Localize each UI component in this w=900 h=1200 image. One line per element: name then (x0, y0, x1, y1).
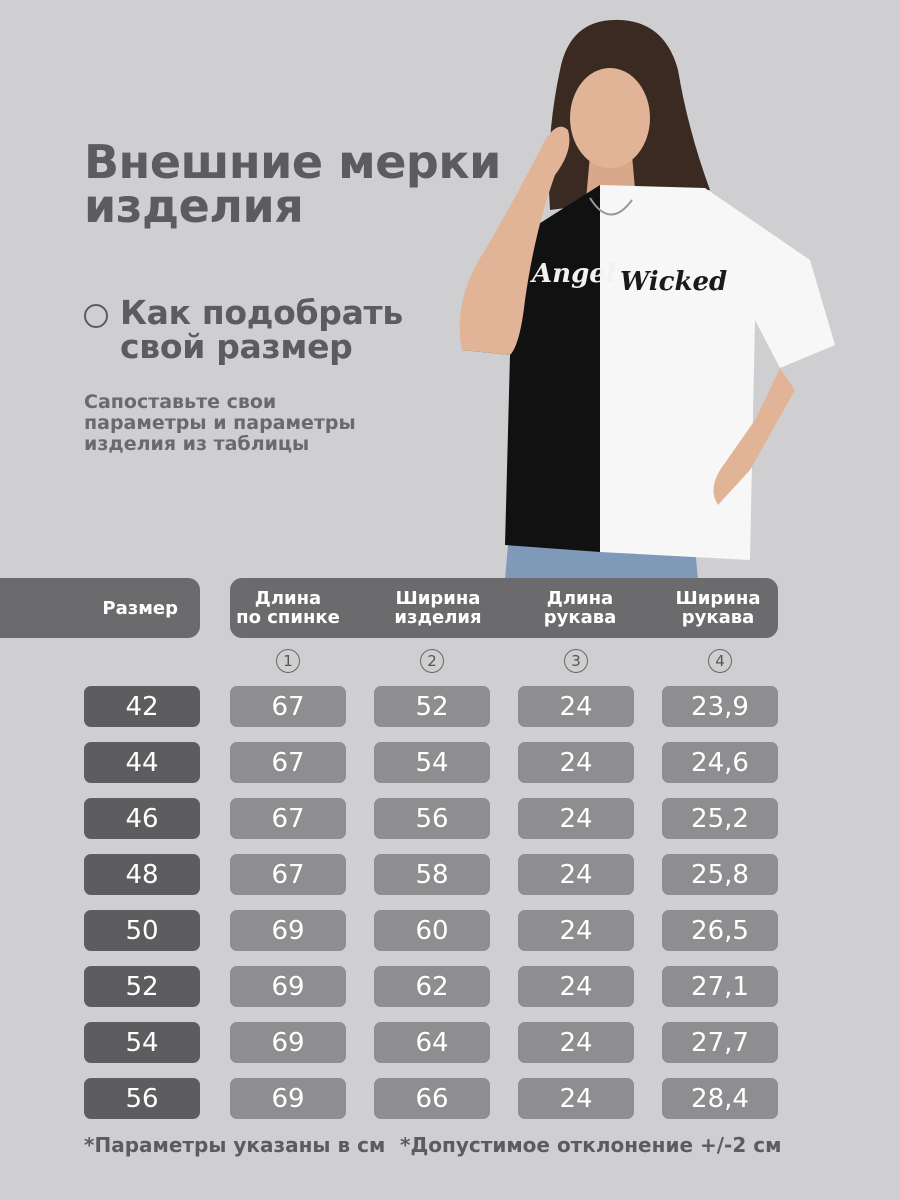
size-cell: 54 (84, 1022, 200, 1063)
value-cell: 58 (374, 854, 490, 895)
size-cell: 42 (84, 686, 200, 727)
value-cell: 26,5 (662, 910, 778, 951)
value-cell: 24 (518, 854, 634, 895)
value-cell: 67 (230, 854, 346, 895)
value-cell: 60 (374, 910, 490, 951)
print-wicked: Wicked (620, 267, 728, 297)
page-title (84, 135, 501, 233)
value-cell: 24 (518, 1078, 634, 1119)
measure-number-badge: 2 (420, 649, 444, 673)
col-header-sleeve-width: Ширина рукава (675, 588, 761, 628)
value-cell: 52 (374, 686, 490, 727)
description-line-3: изделия из таблицы (84, 433, 310, 455)
description (84, 392, 356, 455)
value-cell: 24,6 (662, 742, 778, 783)
value-cell: 24 (518, 798, 634, 839)
size-cell: 48 (84, 854, 200, 895)
circle-icon (84, 304, 108, 328)
print-angel: Angel (532, 259, 616, 289)
size-cell: 46 (84, 798, 200, 839)
measurements-header (230, 578, 778, 638)
size-column-header: Размер (0, 578, 200, 638)
howto-line-1: Как подобрать (120, 293, 403, 332)
col-header-product-width: Ширина изделия (394, 588, 482, 628)
description-line-2: параметры и параметры (84, 412, 356, 434)
value-cell: 69 (230, 910, 346, 951)
value-cell: 67 (230, 742, 346, 783)
value-cell: 56 (374, 798, 490, 839)
measure-number-badge: 1 (276, 649, 300, 673)
value-cell: 24 (518, 686, 634, 727)
title-line-1: Внешние мерки (84, 135, 501, 189)
value-cell: 67 (230, 686, 346, 727)
value-cell: 24 (518, 910, 634, 951)
value-cell: 67 (230, 798, 346, 839)
footer-note-units: *Параметры указаны в см (84, 1133, 386, 1157)
description-line-1: Сапоставьте свои (84, 391, 277, 413)
value-cell: 24 (518, 742, 634, 783)
value-cell: 66 (374, 1078, 490, 1119)
footer-note-tolerance: *Допустимое отклонение +/-2 см (400, 1133, 782, 1157)
measure-number-badge: 4 (708, 649, 732, 673)
value-cell: 28,4 (662, 1078, 778, 1119)
col-header-back-length: Длина по спинке (236, 588, 340, 628)
title-line-2: изделия (84, 179, 304, 233)
howto-line-2: свой размер (120, 327, 353, 366)
how-to-choose-heading (84, 293, 403, 366)
value-cell: 64 (374, 1022, 490, 1063)
value-cell: 24 (518, 966, 634, 1007)
value-cell: 27,1 (662, 966, 778, 1007)
value-cell: 69 (230, 1078, 346, 1119)
value-cell: 62 (374, 966, 490, 1007)
value-cell: 54 (374, 742, 490, 783)
col-header-sleeve-length: Длина рукава (543, 588, 617, 628)
value-cell: 24 (518, 1022, 634, 1063)
value-cell: 23,9 (662, 686, 778, 727)
size-cell: 50 (84, 910, 200, 951)
size-cell: 56 (84, 1078, 200, 1119)
value-cell: 69 (230, 1022, 346, 1063)
model-photo (450, 0, 900, 580)
measure-number-badge: 3 (564, 649, 588, 673)
size-cell: 44 (84, 742, 200, 783)
value-cell: 25,8 (662, 854, 778, 895)
size-cell: 52 (84, 966, 200, 1007)
value-cell: 25,2 (662, 798, 778, 839)
value-cell: 69 (230, 966, 346, 1007)
value-cell: 27,7 (662, 1022, 778, 1063)
